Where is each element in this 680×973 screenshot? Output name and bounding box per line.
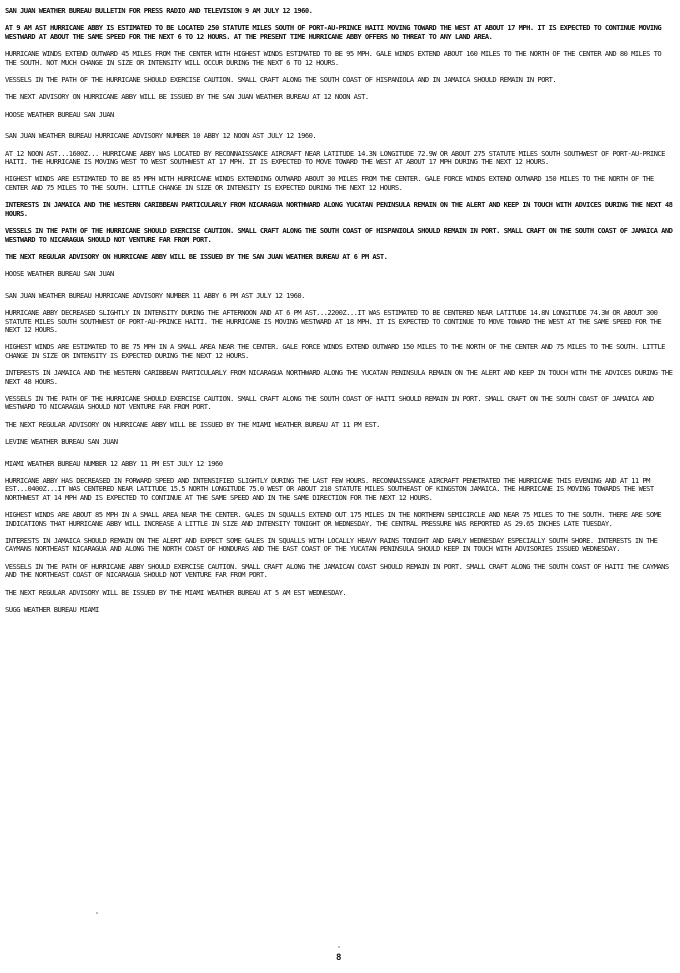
- bulletin-paragraph: VESSELS IN THE PATH OF HURRICANE ABBY SHOULD EXERCISE CAUTION. SMALL CRAFT ALONG THE JAMAICAN COAST SHOULD REMAIN IN PORT. SMALL CRAFT ALONG THE SOUTH COAST OF HAITI THE CAYMANS AND THE NORTHEAST COAST OF NICARAGUA SHOULD NOT VENTURE FAR FROM PORT.: [5, 561, 669, 580]
- bulletin-header: SAN JUAN WEATHER BUREAU HURRICANE ADVISORY NUMBER 11 ABBY 6 PM AST JULY 12 1960.: [5, 290, 305, 300]
- bulletin-paragraph: HURRICANE WINDS EXTEND OUTWARD 45 MILES FROM THE CENTER WITH HIGHEST WINDS ESTIMATED TO BE 95 MPH. GALE WINDS EXTEND ABOUT 160 MILES TO THE NORTH OF THE CENTER AND 80 MILES TO THE SOUTH. NOT MUCH CHANGE IN SIZE OR INTENSITY WILL OCCUR DURING THE NEXT 6 TO 12 HOURS.: [5, 49, 662, 67]
- bulletin-4: [5, 460, 673, 615]
- bulletin-paragraph: THE NEXT REGULAR ADVISORY ON HURRICANE ABBY WILL BE ISSUED BY THE MIAMI WEATHER BUREAU AT 11 PM EST.: [5, 419, 380, 429]
- bulletin-paragraph: VESSELS IN THE PATH OF THE HURRICANE SHOULD EXERCISE CAUTION. SMALL CRAFT ALONG THE SOUTH COAST OF HISPANIOLA SHOULD REMAIN IN PORT. SMALL CRAFT ON THE SOUTH COAST OF JAMAICA AND WESTWARD TO NICARAGUA SHOULD NOT VENTURE FAR FROM PORT.: [5, 226, 673, 244]
- bulletin-paragraph: HIGHEST WINDS ARE ESTIMATED TO BE 75 MPH IN A SMALL AREA NEAR THE CENTER. GALE FORCE WINDS EXTEND OUTWARD 150 MILES TO THE NORTH OF THE CENTER AND 75 MILES TO THE SOUTH. LITTLE CHANGE IN SIZE OR INTENSITY IS EXPECTED DURING THE NEXT 12 HOURS.: [5, 342, 665, 360]
- bulletin-paragraph: INTERESTS IN JAMAICA AND THE WESTERN CARIBBEAN PARTICULARLY FROM NICARAGUA NORTHWARD ALONG THE YUCATAN PENINSULA REMAIN ON THE ALERT AND KEEP IN TOUCH WITH THE ADVICES DURING THE NEXT 48 HOURS.: [5, 368, 673, 386]
- scan-speck: [96, 912, 98, 914]
- bulletin-header: MIAMI WEATHER BUREAU NUMBER 12 ABBY 11 PM EST JULY 12 1960: [5, 458, 223, 468]
- bulletin-paragraph: AT 9 AM AST HURRICANE ABBY IS ESTIMATED TO BE LOCATED 250 STATUTE MILES SOUTH OF PORT-AU-PRINCE HAITI MOVING TOWARD THE WEST AT ABOUT 17 MPH. IT IS EXPECTED TO CONTINUE MOVING WESTWARD AT ABOUT THE SAME SPEED FOR THE NEXT 6 TO 12 HOURS. AT THE PRESENT TIME HURRICANE ABBY OFFERS NO THREAT TO ANY LAND AREA.: [5, 23, 662, 41]
- bulletin-2: [5, 132, 673, 278]
- bulletin-header: SAN JUAN WEATHER BUREAU HURRICANE ADVISORY NUMBER 10 ABBY 12 NOON AST JULY 12 1960.: [5, 131, 317, 141]
- bulletin-paragraph: THE NEXT REGULAR ADVISORY WILL BE ISSUED BY THE MIAMI WEATHER BUREAU AT 5 AM EST WEDNESDAY.: [5, 587, 347, 597]
- bulletin-paragraph: AT 12 NOON AST...1600Z... HURRICANE ABBY WAS LOCATED BY RECONNAISSANCE AIRCRAFT NEAR LATITUDE 14.3N LONGITUDE 72.9W OR ABOUT 275 STATUTE MILES SOUTH SOUTHWEST OF PORT-AU-PRINCE HAITI. THE HURRICANE IS MOVING WEST TO WEST SOUTHWEST AT 17 MPH. IT IS EXPECTED TO MOVE TOWARD THE WEST AT ABOUT 17 MPH DURING THE NEXT 12 HOURS.: [5, 148, 665, 167]
- document-page: [5, 5, 673, 627]
- bulletin-paragraph: THE NEXT ADVISORY ON HURRICANE ABBY WILL BE ISSUED BY THE SAN JUAN WEATHER BUREAU AT 12 NOON AST.: [5, 92, 369, 102]
- bulletin-signature: LEVINE WEATHER BUREAU SAN JUAN: [5, 437, 118, 447]
- bulletin-paragraph: HIGHEST WINDS ARE ESTIMATED TO BE 85 MPH WITH HURRICANE WINDS EXTENDING OUTWARD ABOUT 30 MILES FROM THE CENTER. GALE FORCE WINDS EXTEND OUTWARD 150 MILES TO THE NORTH OF THE CENTER AND 75 MILES TO THE SOUTH. LITTLE CHANGE IN SIZE OR INTENSITY IS EXPECTED DURING THE NEXT 12 HOURS.: [5, 174, 654, 192]
- bulletin-signature: HOOSE WEATHER BUREAU SAN JUAN: [5, 269, 114, 279]
- bulletin-paragraph: VESSELS IN THE PATH OF THE HURRICANE SHOULD EXERCISE CAUTION. SMALL CRAFT ALONG THE SOUTH COAST OF HISPANIOLA AND IN JAMAICA SHOULD REMAIN IN PORT.: [5, 75, 557, 85]
- bulletin-signature: SUGG WEATHER BUREAU MIAMI: [5, 605, 99, 615]
- bulletin-paragraph: HURRICANE ABBY DECREASED SLIGHTLY IN INTENSITY DURING THE AFTERNOON AND AT 6 PM AST...2200Z...IT WAS ESTIMATED TO BE CENTERED NEAR LATITUDE 14.8N LONGITUDE 74.3W OR ABOUT 300 STATUTE MILES SOUTH SOUTHWEST OF PORT-AU-PRINCE HAITI. THE HURRICANE IS MOVING WESTWARD AT 18 MPH. IT IS EXPECTED TO CONTINUE TO MOVE TOWARD THE WEST AT THE SAME SPEED FOR THE NEXT 12 HOURS.: [5, 308, 662, 334]
- bulletin-header: SAN JUAN WEATHER BUREAU BULLETIN FOR PRESS RADIO AND TELEVISION 9 AM JULY 12 1960.: [5, 6, 313, 15]
- bulletin-paragraph: HURRICANE ABBY HAS DECREASED IN FORWARD SPEED AND INTENSIFIED SLIGHTLY DURING THE LAST FEW HOURS. RECONNAISSANCE AIRCRAFT PENETRATED THE HURRICANE THIS EVENING AND AT 11 PM EST...0400Z...IT WAS CENTERED NEAR LATITUDE 15.5 NORTH LONGITUDE 75.0 WEST OR ABOUT 210 STATUTE MILES SOUTHEAST OF KINGSTON JAMAICA. THE HURRICANE IS MOVING TOWARDS THE WEST NORTHWEST AT 14 MPH AND IS EXPECTED TO CONTINUE AT THE SAME SPEED AND IN THE SAME DIRECTION FOR THE NEXT 12 HOURS.: [5, 476, 654, 502]
- bulletin-paragraph: INTERESTS IN JAMAICA SHOULD REMAIN ON THE ALERT AND EXPECT SOME GALES IN SQUALLS WITH LOCALLY HEAVY RAINS TONIGHT AND EARLY WEDNESDAY ESPECIALLY SOUTH SHORE. INTERESTS IN THE CAYMANS NORTHEAST NICARAGUA AND ALONG THE NORTH COAST OF HONDURAS AND THE EAST COAST OF THE YUCATAN PENINSULA SHOULD KEEP IN TOUCH WITH ADVISORIES ISSUED WEDNESDAY.: [5, 536, 658, 554]
- bulletin-1: [5, 7, 673, 119]
- bulletin-paragraph: HIGHEST WINDS ARE ABOUT 85 MPH IN A SMALL AREA NEAR THE CENTER. GALES IN SQUALLS EXTEND OUT 175 MILES IN THE NORTHERN SEMICIRCLE AND NEAR 75 MILES TO THE SOUTH. THERE ARE SOME INDICATIONS THAT HURRICANE ABBY WILL INCREASE A LITTLE IN SIZE AND INTENSITY TONIGHT OR WEDNESDAY. THE CENTRAL PRESSURE WAS REPORTED AS 29.65 INCHES LATE TUESDAY.: [5, 510, 662, 528]
- bulletin-signature: HOOSE WEATHER BUREAU SAN JUAN: [5, 109, 114, 119]
- bulletin-paragraph: VESSELS IN THE PATH OF THE HURRICANE SHOULD EXERCISE CAUTION. SMALL CRAFT ALONG THE SOUTH COAST OF HAITI SHOULD REMAIN IN PORT. SMALL CRAFT ON THE SOUTH COAST OF JAMAICA AND WESTWARD TO NICARAGUA SHOULD NOT VENTURE FAR FROM PORT.: [5, 393, 654, 412]
- bulletin-paragraph: INTERESTS IN JAMAICA AND THE WESTERN CARIBBEAN PARTICULARLY FROM NICARAGUA NORTHWARD ALONG YUCATAN PENINSULA REMAIN ON THE ALERT AND KEEP IN TOUCH WITH ADVICES DURING THE NEXT 48 HOURS.: [5, 200, 673, 218]
- scan-speck: [338, 946, 340, 948]
- page-number: 8: [336, 953, 342, 963]
- bulletin-3: [5, 292, 673, 447]
- bulletin-paragraph: THE NEXT REGULAR ADVISORY ON HURRICANE ABBY WILL BE ISSUED BY THE SAN JUAN WEATHER BUREAU AT 6 PM AST.: [5, 251, 388, 261]
